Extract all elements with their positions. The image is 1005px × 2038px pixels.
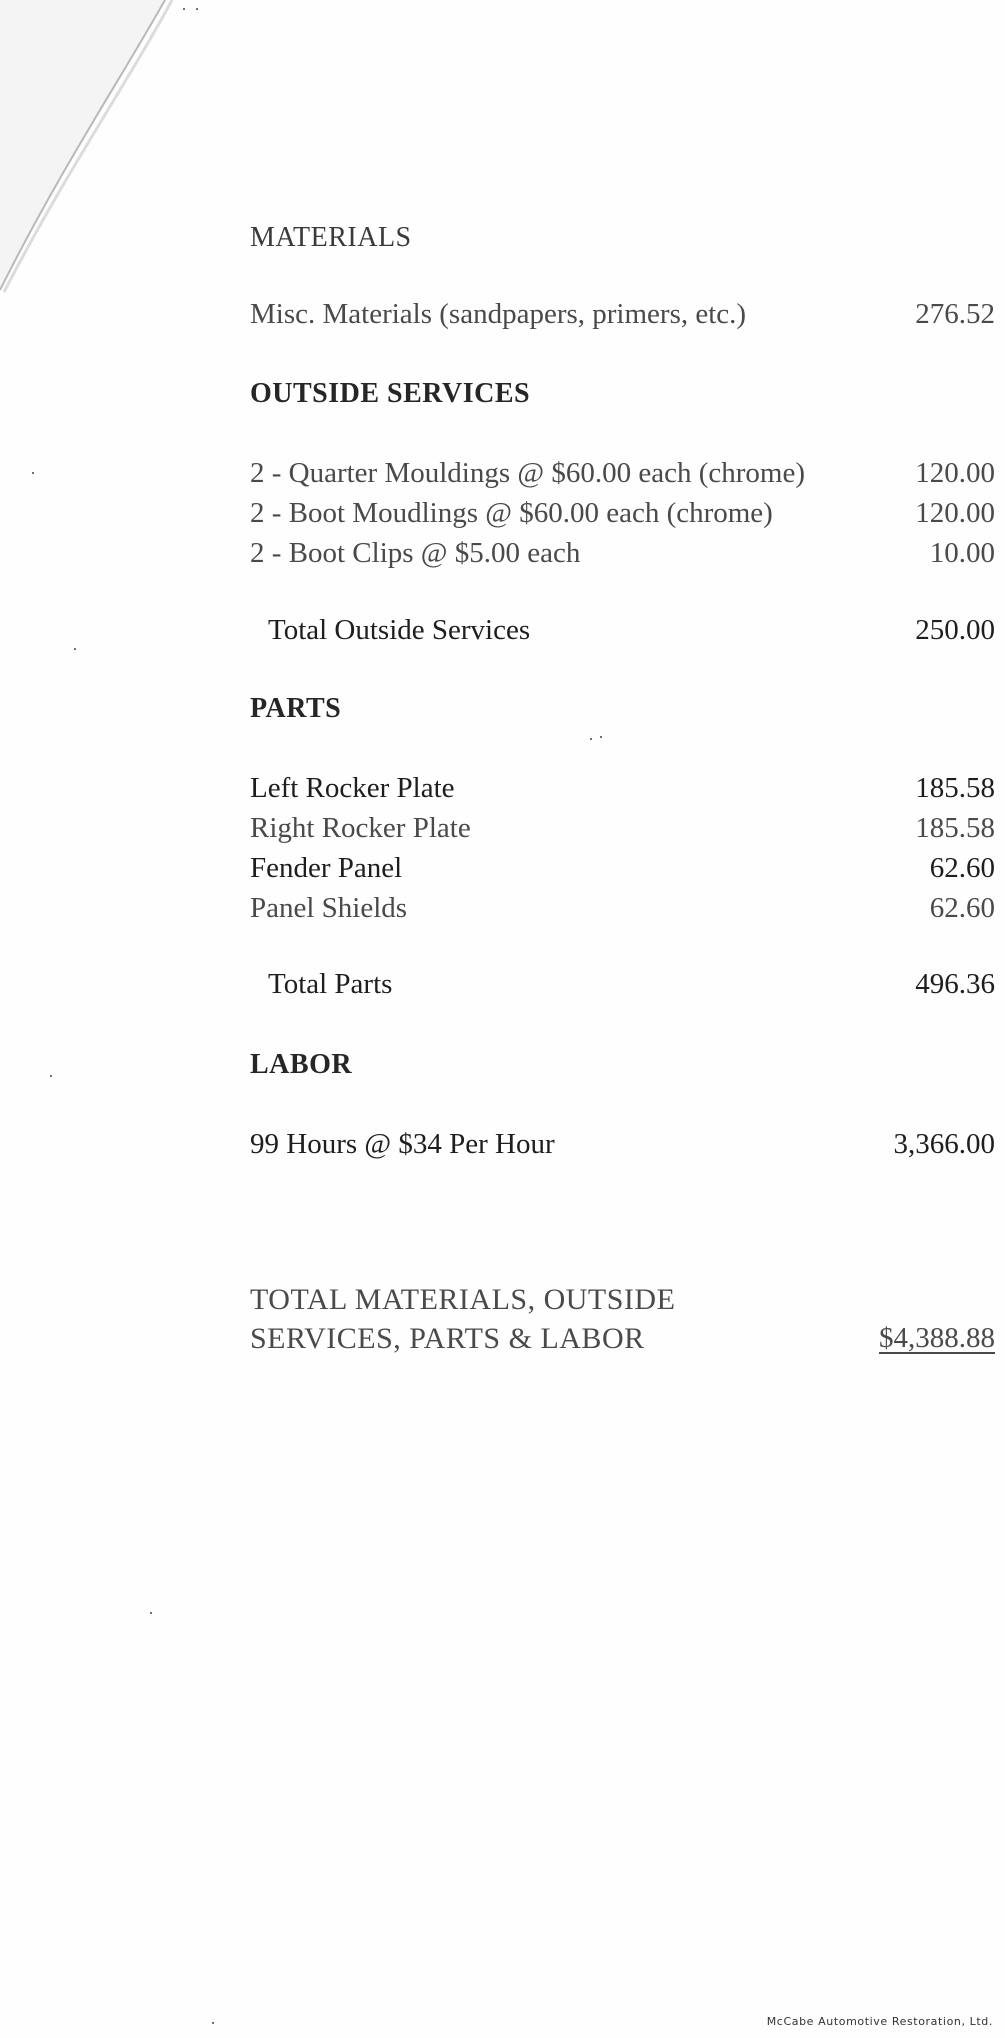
total-outside-services-amount: 250.00 bbox=[915, 614, 995, 646]
materials-heading: MATERIALS bbox=[250, 222, 412, 253]
line-item bbox=[250, 537, 995, 577]
line-item-amount: 276.52 bbox=[915, 298, 995, 330]
line-item-amount: 3,366.00 bbox=[893, 1128, 995, 1160]
scan-speck bbox=[590, 738, 592, 740]
line-item-description: 2 - Quarter Mouldings @ $60.00 each (chrome) bbox=[250, 457, 805, 489]
line-item-amount: 62.60 bbox=[929, 852, 995, 884]
scan-speck bbox=[150, 1612, 152, 1614]
outside-services-heading: OUTSIDE SERVICES bbox=[250, 378, 531, 409]
scan-speck bbox=[212, 2022, 214, 2024]
line-item-amount: 62.60 bbox=[929, 892, 995, 924]
line-item bbox=[250, 497, 995, 537]
line-item bbox=[250, 812, 995, 852]
total-parts-label: Total Parts bbox=[268, 968, 393, 1000]
scan-speck bbox=[50, 1075, 52, 1077]
line-item-description: 2 - Boot Moudlings @ $60.00 each (chrome) bbox=[250, 497, 773, 529]
line-item-description: Fender Panel bbox=[250, 852, 403, 884]
total-outside-services-label: Total Outside Services bbox=[268, 614, 531, 646]
total-parts-amount: 496.36 bbox=[915, 968, 995, 1000]
outside-services-section bbox=[250, 378, 995, 410]
grand-total-label-line-2: SERVICES, PARTS & LABOR bbox=[250, 1322, 645, 1355]
parts-section bbox=[250, 693, 995, 725]
grand-total-section bbox=[250, 1283, 995, 1317]
scan-speck bbox=[600, 736, 602, 738]
line-item bbox=[250, 892, 995, 932]
line-item bbox=[250, 457, 995, 497]
line-item bbox=[250, 1128, 995, 1168]
line-item-description: Left Rocker Plate bbox=[250, 772, 455, 804]
parts-heading: PARTS bbox=[250, 693, 342, 724]
scan-speck bbox=[183, 8, 185, 10]
line-item-description: Misc. Materials (sandpapers, primers, etc.) bbox=[250, 298, 747, 330]
materials-section bbox=[250, 222, 995, 254]
line-item bbox=[250, 772, 995, 812]
section-total-row bbox=[250, 968, 995, 1008]
company-name-footer: McCabe Automotive Restoration, Ltd. bbox=[766, 2015, 993, 2028]
page-fold-crease bbox=[0, 0, 200, 300]
scan-speck bbox=[74, 648, 76, 650]
line-item-description: 99 Hours @ $34 Per Hour bbox=[250, 1128, 555, 1160]
line-item-description: 2 - Boot Clips @ $5.00 each bbox=[250, 537, 581, 569]
scan-speck bbox=[196, 8, 198, 10]
labor-heading: LABOR bbox=[250, 1049, 353, 1080]
line-item-amount: 185.58 bbox=[915, 812, 995, 844]
grand-total-label-line-1: TOTAL MATERIALS, OUTSIDE bbox=[250, 1283, 676, 1316]
labor-section bbox=[250, 1049, 995, 1081]
section-total-row bbox=[250, 614, 995, 654]
line-item bbox=[250, 298, 995, 338]
line-item-amount: 120.00 bbox=[915, 497, 995, 529]
line-item-amount: 10.00 bbox=[929, 537, 995, 569]
line-item-description: Panel Shields bbox=[250, 892, 408, 924]
line-item bbox=[250, 852, 995, 892]
scan-speck bbox=[32, 472, 34, 474]
line-item-amount: 120.00 bbox=[915, 457, 995, 489]
grand-total-line bbox=[250, 1322, 995, 1362]
line-item-description: Right Rocker Plate bbox=[250, 812, 471, 844]
grand-total-amount: $4,388.88 bbox=[879, 1322, 995, 1354]
line-item-amount: 185.58 bbox=[915, 772, 995, 804]
